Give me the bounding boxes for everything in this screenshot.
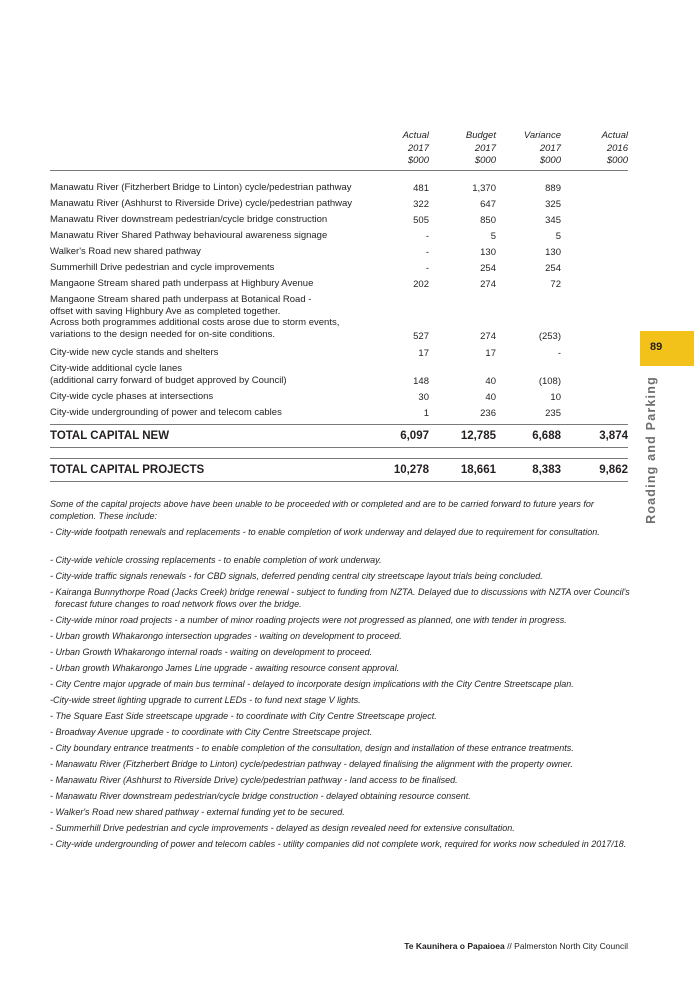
col-header-budget-2017: Budget 2017 $000 [465, 130, 496, 166]
header-divider [50, 170, 628, 171]
note-item: - Manawatu River downstream pedestrian/cycle bridge construction - delayed obtaining resource consent. [50, 791, 471, 801]
col-header-variance-2017: Variance 2017 $000 [523, 130, 561, 166]
page-number: 89 [650, 341, 663, 353]
note-item: - City-wide vehicle crossing replacements - to enable completion of work underway. [50, 555, 382, 565]
total-divider [50, 447, 628, 448]
note-item: - Manawatu River (Fitzherbert Bridge to Linton) cycle/pedestrian pathway - delayed finalising the alignment with the property owner. [50, 759, 573, 769]
note-item: - City-wide undergrounding of power and telecom cables - utility companies did not complete work, required for works now scheduled in 2017/18. [50, 839, 627, 849]
table-row: Manawatu River Shared Pathway behavioural awareness signage - 5 5 [50, 230, 561, 242]
col-header-actual-2016: Actual 2016 $000 [601, 130, 628, 166]
table-row: Mangaone Stream shared path underpass at Highbury Avenue 202 274 72 [50, 278, 561, 290]
footer-org-name: // Palmerston North City Council [504, 941, 628, 951]
table-row: Mangaone Stream shared path underpass at Botanical Road - offset with saving Highbury Ave as completed together. Across both programmes additional costs arose due to storm events, variations to the design needed for on-site conditions. 527 274 (253) [50, 294, 561, 342]
note-item: - City boundary entrance treatments - to enable completion of the consultation, design and installation of these entrance treatments. [50, 743, 574, 753]
table-row: Manawatu River (Ashhurst to Riverside Drive) cycle/pedestrian pathway 322 647 325 [50, 198, 561, 210]
total-capital-new-row: TOTAL CAPITAL NEW 6,097 12,785 6,688 3,874 [50, 430, 628, 442]
table-row: Summerhill Drive pedestrian and cycle improvements - 254 254 [50, 262, 561, 274]
note-item: - City Centre major upgrade of main bus terminal - delayed to incorporate design implications with the City Centre Streetscape plan. [50, 679, 574, 689]
table-row: Manawatu River (Fitzherbert Bridge to Linton) cycle/pedestrian pathway 481 1,370 889 [50, 182, 561, 194]
note-item: - Urban Growth Whakarongo internal roads - waiting on development to proceed. [50, 647, 373, 657]
page-footer [404, 941, 628, 951]
total-divider [50, 424, 628, 425]
footer-org-maori: Te Kaunihera o Papaioea [404, 941, 505, 951]
total-divider [50, 481, 628, 482]
note-item: - Summerhill Drive pedestrian and cycle improvements - delayed as design revealed need for extensive consultation. [50, 823, 515, 833]
table-row: City-wide undergrounding of power and telecom cables 1 236 235 [50, 407, 561, 419]
note-item: - Kairanga Bunnythorpe Road (Jacks Creek) bridge renewal - subject to funding from NZTA. Delayed due to discussions with NZTA over Council's forecast future changes to road network flows over the bridge. [50, 587, 630, 609]
table-row: Manawatu River downstream pedestrian/cycle bridge construction 505 850 345 [50, 214, 561, 226]
table-row: City-wide new cycle stands and shelters 17 17 - [50, 347, 561, 359]
note-item: - The Square East Side streetscape upgrade - to coordinate with City Centre Streetscape project. [50, 711, 437, 721]
note-item: - Urban growth Whakarongo intersection upgrades - waiting on development to proceed. [50, 631, 402, 641]
table-row: Walker's Road new shared pathway - 130 130 [50, 246, 561, 258]
total-capital-projects-row: TOTAL CAPITAL PROJECTS 10,278 18,661 8,383 9,862 [50, 464, 628, 476]
note-item: - Walker's Road new shared pathway - external funding yet to be secured. [50, 807, 345, 817]
note-item: - Manawatu River (Ashhurst to Riverside Drive) cycle/pedestrian pathway - land access to be finalised. [50, 775, 458, 785]
note-item: - City-wide footpath renewals and replacements - to enable completion of work underway and delayed due to requirement for consultation. [50, 527, 600, 537]
note-item: -City-wide street lighting upgrade to current LEDs - to fund next stage V lights. [50, 695, 361, 705]
col-header-actual-2017: Actual 2017 $000 [402, 130, 429, 166]
note-item: - City-wide minor road projects - a number of minor roading projects were not progressed as planned, one with tender in progress. [50, 615, 567, 625]
table-row: City-wide cycle phases at intersections 30 40 10 [50, 391, 561, 403]
note-item: - Urban growth Whakarongo James Line upgrade - awaiting resource consent approval. [50, 663, 400, 673]
note-item: - City-wide traffic signals renewals - for CBD signals, deferred pending central city streetscape layout trials being concluded. [50, 571, 543, 581]
page-number-tab [640, 331, 694, 366]
notes-intro: Some of the capital projects above have been unable to be proceeded with or completed and are to be carried forward to future years for completion. These include: [50, 499, 594, 521]
table-row: City-wide additional cycle lanes (additional carry forward of budget approved by Council) 148 40 (108) [50, 363, 561, 387]
total-divider [50, 458, 628, 459]
note-item: - Broadway Avenue upgrade - to coordinate with City Centre Streetscape project. [50, 727, 373, 737]
